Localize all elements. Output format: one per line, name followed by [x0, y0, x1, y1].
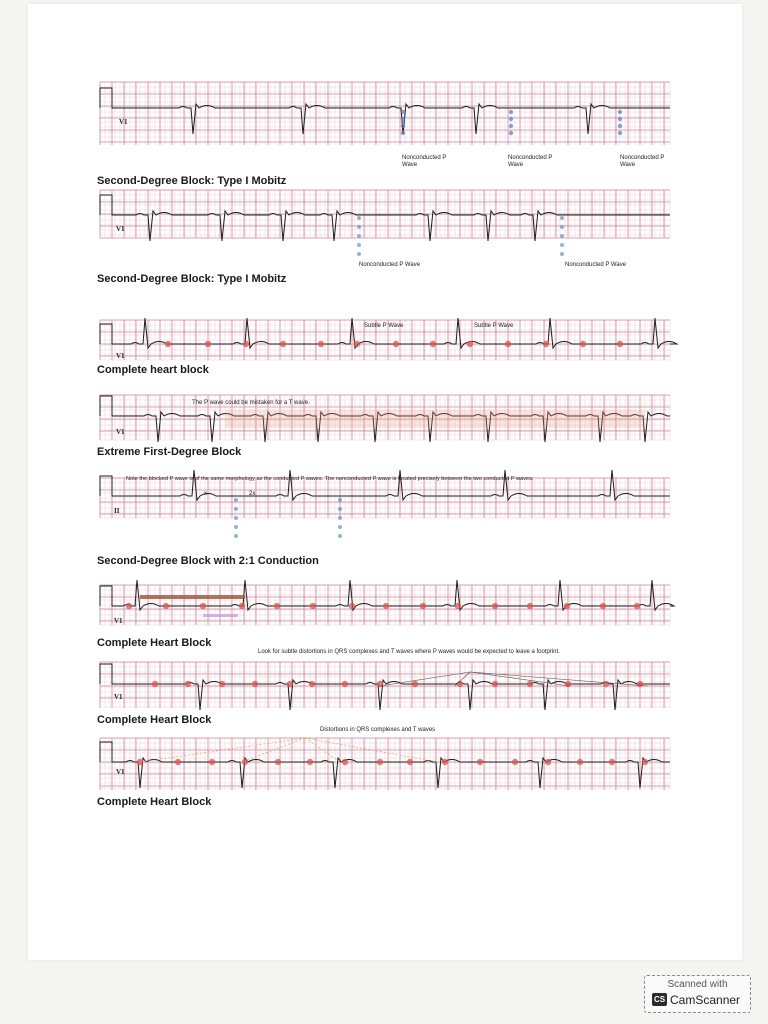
nonconducted-p-marker — [509, 110, 513, 114]
p-wave-marker — [310, 603, 316, 609]
p-wave-marker — [420, 603, 426, 609]
camscanner-logo-icon: CS — [653, 995, 666, 1004]
lead-label: V1 — [116, 428, 125, 436]
p-wave-marker — [377, 759, 383, 765]
nonconducted-p-marker — [401, 131, 405, 135]
badge-caption: Scanned with — [667, 979, 728, 990]
p-wave-marker — [274, 603, 280, 609]
strip-annotation: Nonconducted P Wave — [508, 155, 553, 168]
strip-caption: Complete Heart Block — [97, 637, 212, 649]
p-wave-marker — [219, 681, 225, 687]
nonconducted-p-marker — [338, 498, 342, 502]
nonconducted-p-marker — [338, 516, 342, 520]
p-wave-marker — [318, 341, 324, 347]
strip-annotation: The P wave could be mistaken for a T wave. — [192, 400, 310, 406]
interval-label: x — [204, 491, 207, 497]
p-wave-marker — [239, 603, 245, 609]
p-wave-marker — [577, 759, 583, 765]
p-wave-marker — [617, 341, 623, 347]
p-wave-marker — [527, 681, 533, 687]
p-wave-marker — [200, 603, 206, 609]
nonconducted-p-marker — [560, 252, 564, 256]
p-wave-marker — [383, 603, 389, 609]
nonconducted-p-marker — [560, 243, 564, 247]
p-wave-marker — [492, 681, 498, 687]
strip-annotation: Look for subtle distortions in QRS complexes and T waves where P waves would be expected to leave a footprint. — [258, 649, 560, 655]
strip-annotation: Nonconducted P Wave — [565, 262, 627, 268]
lead-label: V1 — [114, 693, 123, 701]
strip-annotation: Distortions in QRS complexes and T waves — [320, 727, 436, 733]
p-wave-marker — [342, 759, 348, 765]
p-wave-marker — [603, 681, 609, 687]
nonconducted-p-marker — [401, 110, 405, 114]
nonconducted-p-marker — [618, 110, 622, 114]
strip-annotation: Nonconducted P Wave — [620, 155, 665, 168]
p-wave-marker — [637, 681, 643, 687]
p-wave-marker — [600, 603, 606, 609]
nonconducted-p-marker — [560, 225, 564, 229]
nonconducted-p-marker — [560, 234, 564, 238]
nonconducted-p-marker — [357, 234, 361, 238]
p-wave-marker — [430, 341, 436, 347]
p-wave-marker — [457, 681, 463, 687]
p-wave-marker — [634, 603, 640, 609]
p-wave-marker — [307, 759, 313, 765]
p-wave-marker — [564, 603, 570, 609]
nonconducted-p-marker — [509, 117, 513, 121]
strip-annotation: Nonconducted P Wave — [402, 155, 447, 168]
p-wave-marker — [275, 759, 281, 765]
rr-interval-bar — [203, 614, 238, 617]
strip-caption: Second-Degree Block with 2:1 Conduction — [97, 555, 319, 567]
lead-label: V1 — [116, 768, 125, 776]
p-wave-marker — [354, 341, 360, 347]
p-wave-marker — [407, 759, 413, 765]
pp-interval-bar — [140, 595, 245, 599]
nonconducted-p-marker — [357, 216, 361, 220]
p-wave-marker — [527, 603, 533, 609]
p-wave-marker — [377, 681, 383, 687]
p-wave-marker — [477, 759, 483, 765]
p-wave-highlight-band — [225, 410, 645, 428]
strip-caption: Second-Degree Block: Type I Mobitz — [97, 273, 287, 285]
nonconducted-p-marker — [234, 498, 238, 502]
strip-caption: Complete Heart Block — [97, 796, 212, 808]
lead-label: V1 — [119, 118, 128, 126]
p-wave-marker — [280, 341, 286, 347]
p-wave-marker — [565, 681, 571, 687]
p-wave-marker — [442, 759, 448, 765]
strip-annotation: Note the blocked P wave is of the same morphology as the conducted P waves. The nonconducted P wave is located precisely between the two conducted P waves. — [126, 476, 534, 482]
p-wave-marker — [252, 681, 258, 687]
badge-brand-name: CamScanner — [670, 993, 741, 1007]
lead-label: V1 — [116, 352, 125, 360]
p-wave-marker — [609, 759, 615, 765]
p-wave-marker — [455, 603, 461, 609]
nonconducted-p-marker — [338, 507, 342, 511]
nonconducted-p-marker — [618, 131, 622, 135]
lead-label: II — [114, 507, 120, 515]
nonconducted-p-marker — [357, 252, 361, 256]
p-wave-marker — [126, 603, 132, 609]
p-wave-marker — [165, 341, 171, 347]
p-wave-marker — [393, 341, 399, 347]
p-wave-marker — [209, 759, 215, 765]
nonconducted-p-marker — [234, 516, 238, 520]
strip-caption: Complete heart block — [97, 364, 209, 376]
nonconducted-p-marker — [338, 534, 342, 538]
p-wave-marker — [309, 681, 315, 687]
nonconducted-p-marker — [509, 131, 513, 135]
p-wave-marker — [642, 759, 648, 765]
strip-annotation: Subtle P Wave — [364, 323, 404, 329]
interval-label: 2x — [249, 491, 256, 497]
p-wave-marker — [412, 681, 418, 687]
strip-annotation: Subtle P Wave — [474, 323, 514, 329]
p-wave-marker — [185, 681, 191, 687]
p-wave-marker — [152, 681, 158, 687]
p-wave-marker — [205, 341, 211, 347]
p-wave-marker — [492, 603, 498, 609]
p-wave-marker — [342, 681, 348, 687]
p-wave-marker — [543, 341, 549, 347]
p-wave-marker — [545, 759, 551, 765]
p-wave-marker — [349, 603, 355, 609]
nonconducted-p-marker — [618, 117, 622, 121]
lead-label: V1 — [114, 617, 123, 625]
p-wave-marker — [467, 341, 473, 347]
nonconducted-p-marker — [401, 117, 405, 121]
nonconducted-p-marker — [357, 225, 361, 229]
nonconducted-p-marker — [509, 124, 513, 128]
lead-label: V1 — [116, 225, 125, 233]
nonconducted-p-marker — [234, 507, 238, 511]
nonconducted-p-marker — [357, 243, 361, 247]
p-wave-marker — [243, 341, 249, 347]
camscanner-badge — [644, 975, 751, 1013]
nonconducted-p-marker — [234, 525, 238, 529]
p-wave-marker — [512, 759, 518, 765]
strip-annotation: Nonconducted P Wave — [359, 262, 421, 268]
strip-caption: Extreme First-Degree Block — [97, 446, 242, 458]
p-wave-marker — [175, 759, 181, 765]
strip-caption: Second-Degree Block: Type I Mobitz — [97, 175, 287, 187]
p-wave-marker — [505, 341, 511, 347]
p-wave-marker — [287, 681, 293, 687]
nonconducted-p-marker — [618, 124, 622, 128]
nonconducted-p-marker — [560, 216, 564, 220]
nonconducted-p-marker — [401, 124, 405, 128]
nonconducted-p-marker — [338, 525, 342, 529]
nonconducted-p-marker — [234, 534, 238, 538]
p-wave-marker — [163, 603, 169, 609]
p-wave-marker — [580, 341, 586, 347]
strip-caption: Complete Heart Block — [97, 714, 212, 726]
